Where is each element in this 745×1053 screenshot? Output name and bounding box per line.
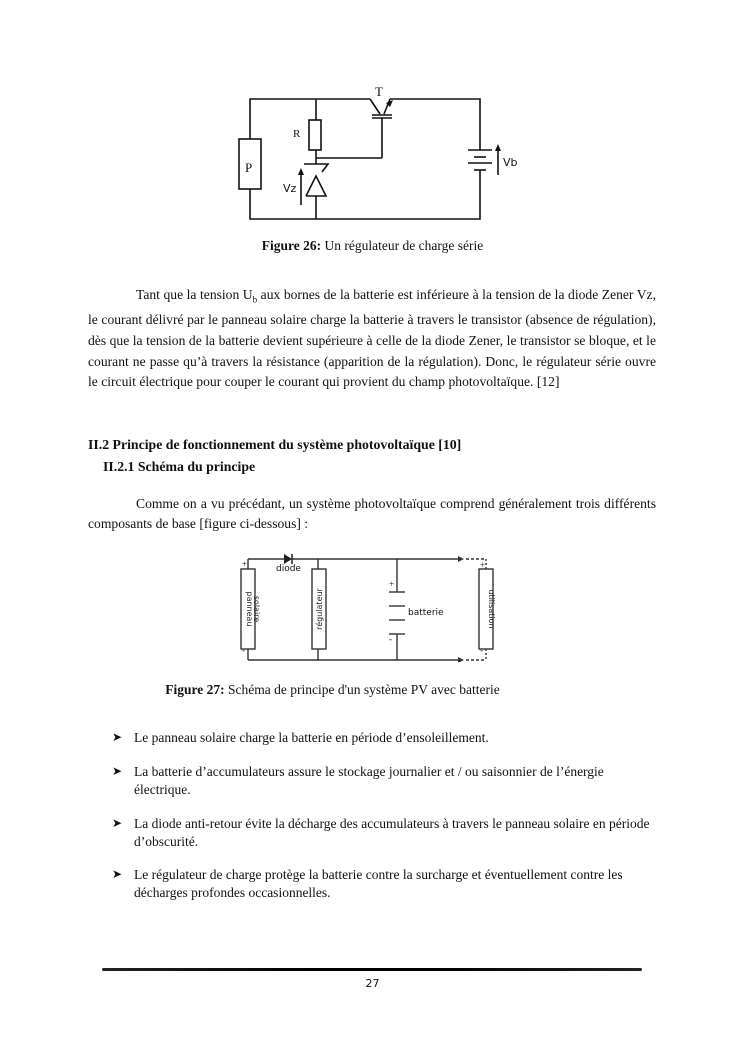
bullet-text: La batterie d’accumulateurs assure le stockage journalier et / ou saisonnier de l’énergie électrique. bbox=[134, 764, 604, 797]
subsection-heading: II.2.1 Schéma du principe bbox=[103, 459, 256, 474]
figure-26-caption-text: Un régulateur de charge série bbox=[321, 238, 484, 253]
section-heading: II.2 Principe de fonctionnement du système photovoltaïque [10] bbox=[88, 437, 462, 452]
battery-voltage-label: Vb bbox=[503, 156, 518, 169]
paragraph1-subscript: b bbox=[252, 294, 258, 305]
figure-27-caption bbox=[0, 682, 705, 698]
figure-27-caption-label: Figure 27: bbox=[165, 682, 225, 697]
transistor-label: T bbox=[375, 84, 383, 99]
pv-system-diagram bbox=[236, 542, 500, 662]
diode-label: diode bbox=[276, 564, 301, 574]
battery-plus: + bbox=[389, 579, 395, 589]
bullet-item bbox=[112, 729, 652, 747]
arrow-bullet-icon: ➤ bbox=[112, 730, 123, 744]
bullet-text: La diode anti-retour évite la décharge des accumulateurs à travers le panneau solaire en période d’obscurité. bbox=[134, 816, 650, 849]
paragraph2-text: Comme on a vu précédant, un système photovoltaïque comprend généralement trois différents composants de base [figure ci-dessous] : bbox=[88, 496, 656, 531]
page-number: 27 bbox=[365, 977, 380, 990]
resistor-label: R bbox=[293, 128, 301, 140]
footer-divider bbox=[102, 968, 642, 971]
bullet-text: Le panneau solaire charge la batterie en période d’ensoleillement. bbox=[134, 730, 489, 745]
svg-text:régulateur: régulateur bbox=[315, 588, 324, 630]
figure-26-circuit bbox=[230, 80, 530, 230]
usage-plus: + bbox=[480, 560, 486, 570]
panel-minus: - bbox=[242, 645, 245, 655]
arrow-bullet-icon: ➤ bbox=[112, 816, 123, 830]
arrow-bullet-icon: ➤ bbox=[112, 867, 123, 881]
paragraph-components-intro bbox=[88, 494, 656, 534]
svg-text:solaire: solaire bbox=[252, 595, 261, 623]
paragraph1-text-a: Tant que la tension U bbox=[136, 287, 253, 302]
zener-voltage-label: Vz bbox=[283, 182, 297, 195]
usage-minus: - bbox=[480, 645, 483, 655]
paragraph1-text-b: aux bornes de la batterie est inférieure à la tension de la diode Zener Vz, le courant délivré par le panneau solaire charge la batterie à travers le transistor (absence de régulation), dès que la tension de la batterie devient supérieure à celle de la diode Zener, le transistor se bloque, et le courant ne passe qu’à travers la résistance (apparition de la régulation). Donc, le régulateur série ouvre le circuit électrique pour couper le courant qui provient du champ photovoltaïque. [12] bbox=[88, 287, 656, 390]
figure-27-caption-text: Schéma de principe d'un système PV avec batterie bbox=[224, 682, 500, 697]
arrow-bullet-icon: ➤ bbox=[112, 764, 123, 778]
bullet-text: Le régulateur de charge protège la batterie contre la surcharge et éventuellement contre les décharges profondes occasionnelles. bbox=[134, 867, 623, 900]
bullet-item bbox=[112, 866, 652, 901]
figure-27-schematic bbox=[236, 542, 500, 662]
panel-text-rotated: panneau bbox=[245, 591, 254, 627]
paragraph-regulator-explanation bbox=[88, 285, 656, 393]
figure-26-caption-label: Figure 26: bbox=[261, 238, 322, 253]
battery-label: batterie bbox=[408, 608, 444, 618]
series-regulator-schematic bbox=[230, 80, 530, 230]
bullet-item bbox=[112, 815, 652, 850]
figure-26-caption bbox=[0, 238, 745, 254]
svg-text:utilisation: utilisation bbox=[487, 589, 496, 629]
battery-minus: - bbox=[389, 634, 392, 644]
panel-plus: + bbox=[242, 559, 248, 569]
panel-label: P bbox=[245, 160, 253, 175]
bullet-item bbox=[112, 763, 652, 798]
